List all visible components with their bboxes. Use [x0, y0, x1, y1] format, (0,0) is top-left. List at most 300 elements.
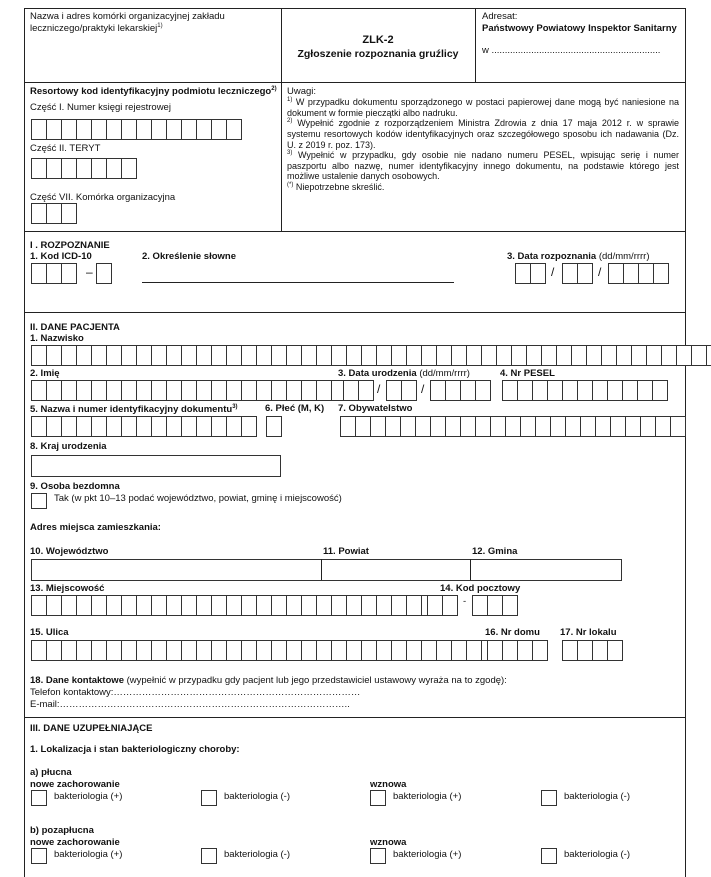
char-box[interactable]: [121, 119, 137, 140]
char-box[interactable]: [211, 640, 227, 661]
char-box[interactable]: [136, 345, 152, 366]
char-box[interactable]: [166, 595, 182, 616]
char-box[interactable]: [211, 416, 227, 437]
char-box[interactable]: [46, 416, 62, 437]
char-box[interactable]: [121, 380, 137, 401]
char-box[interactable]: [535, 416, 551, 437]
pulmonary-new-pos-checkbox[interactable]: [31, 790, 47, 806]
char-box[interactable]: [196, 640, 212, 661]
part2-label: Część II. TERYT: [30, 143, 101, 154]
char-box[interactable]: [91, 380, 107, 401]
extrapulmonary-new-pos-checkbox[interactable]: [31, 848, 47, 864]
char-box[interactable]: [96, 263, 112, 284]
char-box[interactable]: [61, 640, 77, 661]
char-box[interactable]: [511, 345, 527, 366]
char-box[interactable]: [691, 345, 707, 366]
char-box[interactable]: [31, 263, 47, 284]
char-box[interactable]: [91, 158, 107, 179]
city-boxes[interactable]: [31, 595, 436, 616]
char-box[interactable]: [571, 345, 587, 366]
char-box[interactable]: [61, 203, 77, 224]
divider-s1: [24, 231, 686, 232]
sex-box[interactable]: [266, 416, 281, 437]
pulmonary-relapse-neg-checkbox[interactable]: [541, 790, 557, 806]
char-box[interactable]: [592, 640, 608, 661]
char-box[interactable]: [46, 263, 62, 284]
char-box[interactable]: [76, 595, 92, 616]
divider-header-v2: [475, 8, 476, 83]
char-box[interactable]: [451, 345, 467, 366]
char-box[interactable]: [577, 380, 593, 401]
char-box[interactable]: [211, 595, 227, 616]
char-box[interactable]: [46, 640, 62, 661]
char-box[interactable]: [670, 416, 686, 437]
char-box[interactable]: [196, 119, 212, 140]
char-box[interactable]: [517, 380, 533, 401]
pulmonary-relapse-pos-label: bakteriologia (+): [393, 791, 462, 802]
char-box[interactable]: [61, 595, 77, 616]
char-box[interactable]: [607, 640, 623, 661]
char-box[interactable]: [106, 595, 122, 616]
char-box[interactable]: [490, 416, 506, 437]
char-box[interactable]: [487, 640, 503, 661]
char-box[interactable]: [625, 416, 641, 437]
part2-boxes[interactable]: [31, 158, 136, 179]
char-box[interactable]: [532, 380, 548, 401]
char-box[interactable]: [565, 416, 581, 437]
note-1: $^{1)}$ W przypadku dokumentu sporządzonego w postaci papierowej dane mogą być naniesione na dokument w formie pieczątki albo nadruku.: [287, 97, 679, 118]
char-box[interactable]: [136, 119, 152, 140]
char-box[interactable]: [286, 640, 302, 661]
addressee-name: Państwowy Powiatowy Inspektor Sanitarny: [482, 23, 677, 34]
extrapulmonary-relapse-pos-checkbox[interactable]: [370, 848, 386, 864]
char-box[interactable]: [136, 380, 152, 401]
char-box[interactable]: [106, 640, 122, 661]
char-box[interactable]: [46, 158, 62, 179]
char-box[interactable]: [430, 380, 446, 401]
char-box[interactable]: [271, 640, 287, 661]
part7-boxes[interactable]: [31, 203, 76, 224]
char-box[interactable]: [638, 263, 654, 284]
birth-month-boxes[interactable]: [386, 380, 416, 401]
char-box[interactable]: [181, 119, 197, 140]
diag-month-boxes[interactable]: [562, 263, 592, 284]
char-box[interactable]: [166, 345, 182, 366]
char-box[interactable]: [91, 119, 107, 140]
commune-label: 12. Gmina: [472, 546, 518, 557]
char-box[interactable]: [91, 345, 107, 366]
char-box[interactable]: [226, 345, 242, 366]
address-row-1[interactable]: [31, 559, 622, 581]
char-box[interactable]: [631, 345, 647, 366]
char-box[interactable]: [361, 345, 377, 366]
char-box[interactable]: [136, 416, 152, 437]
char-box[interactable]: [661, 345, 677, 366]
char-box[interactable]: [46, 345, 62, 366]
char-box[interactable]: [31, 640, 47, 661]
char-box[interactable]: [271, 595, 287, 616]
char-box[interactable]: [76, 640, 92, 661]
char-box[interactable]: [211, 119, 227, 140]
char-box[interactable]: [652, 380, 668, 401]
char-box[interactable]: [286, 595, 302, 616]
char-box[interactable]: [196, 416, 212, 437]
citizen-boxes[interactable]: [340, 416, 685, 437]
char-box[interactable]: [562, 380, 578, 401]
char-box[interactable]: [286, 345, 302, 366]
char-box[interactable]: [676, 345, 692, 366]
char-box[interactable]: [91, 595, 107, 616]
char-box[interactable]: [472, 595, 488, 616]
char-box[interactable]: [610, 416, 626, 437]
char-box[interactable]: [196, 380, 212, 401]
char-box[interactable]: [608, 263, 624, 284]
pulmonary-new-neg-checkbox[interactable]: [201, 790, 217, 806]
char-box[interactable]: [226, 640, 242, 661]
char-box[interactable]: [580, 416, 596, 437]
extrapulmonary-new-neg-label: bakteriologia (-): [224, 849, 290, 860]
postal-boxes-1[interactable]: [427, 595, 457, 616]
char-box[interactable]: [76, 416, 92, 437]
char-box[interactable]: [301, 640, 317, 661]
char-box[interactable]: [106, 119, 122, 140]
char-box[interactable]: [430, 416, 446, 437]
char-box[interactable]: [91, 640, 107, 661]
char-box[interactable]: [91, 416, 107, 437]
pulmonary-new-neg-label: bakteriologia (-): [224, 791, 290, 802]
char-box[interactable]: [655, 416, 671, 437]
char-box[interactable]: [607, 380, 623, 401]
part7-label: Część VII. Komórka organizacyjna: [30, 192, 176, 203]
char-box[interactable]: [166, 416, 182, 437]
char-box[interactable]: [340, 416, 356, 437]
char-box[interactable]: [46, 595, 62, 616]
house-boxes[interactable]: [487, 640, 547, 661]
char-box[interactable]: [376, 345, 392, 366]
char-box[interactable]: [475, 416, 491, 437]
char-box[interactable]: [226, 416, 242, 437]
char-box[interactable]: [61, 263, 77, 284]
addressee-w[interactable]: w ................................................................: [482, 45, 661, 56]
char-box[interactable]: [391, 345, 407, 366]
extrapulmonary-relapse-label: wznowa: [370, 837, 407, 848]
extrapulmonary-new-label: nowe zachorowanie: [30, 837, 120, 848]
char-box[interactable]: [421, 640, 437, 661]
char-box[interactable]: [61, 416, 77, 437]
doc-boxes[interactable]: [31, 416, 256, 437]
char-box[interactable]: [622, 380, 638, 401]
char-box[interactable]: [475, 380, 491, 401]
surname-boxes[interactable]: [31, 345, 711, 366]
char-box[interactable]: [271, 380, 287, 401]
char-box[interactable]: [181, 640, 197, 661]
char-box[interactable]: [517, 640, 533, 661]
email-line[interactable]: E-mail:………………………………………………………………………………..: [30, 699, 350, 710]
char-box[interactable]: [121, 345, 137, 366]
pulmonary-relapse-pos-checkbox[interactable]: [370, 790, 386, 806]
char-box[interactable]: [386, 380, 402, 401]
char-box[interactable]: [502, 640, 518, 661]
char-box[interactable]: [460, 380, 476, 401]
char-box[interactable]: [301, 595, 317, 616]
char-box[interactable]: [301, 380, 317, 401]
char-box[interactable]: [31, 595, 47, 616]
char-box[interactable]: [181, 345, 197, 366]
form-code: ZLK-2: [362, 34, 394, 46]
char-box[interactable]: [526, 345, 542, 366]
char-box[interactable]: [442, 595, 458, 616]
char-box[interactable]: [550, 416, 566, 437]
char-box[interactable]: [505, 416, 521, 437]
phone-line[interactable]: Telefon kontaktowy:……………………………………………………………………: [30, 687, 361, 698]
icd-dash: –: [86, 265, 93, 279]
part1-boxes[interactable]: [31, 119, 241, 140]
char-box[interactable]: [502, 595, 518, 616]
char-box[interactable]: [121, 640, 137, 661]
char-box[interactable]: [121, 158, 137, 179]
extrapulmonary-relapse-neg-checkbox[interactable]: [541, 848, 557, 864]
char-box[interactable]: [121, 595, 137, 616]
char-box[interactable]: [331, 595, 347, 616]
district-divider: [321, 559, 322, 580]
char-box[interactable]: [502, 380, 518, 401]
char-box[interactable]: [376, 595, 392, 616]
char-box[interactable]: [577, 263, 593, 284]
char-box[interactable]: [653, 263, 669, 284]
char-box[interactable]: [316, 640, 332, 661]
char-box[interactable]: [211, 345, 227, 366]
char-box[interactable]: [106, 380, 122, 401]
char-box[interactable]: [460, 416, 476, 437]
char-box[interactable]: [385, 416, 401, 437]
char-box[interactable]: [316, 380, 332, 401]
street-boxes[interactable]: [31, 640, 496, 661]
char-box[interactable]: [256, 345, 272, 366]
char-box[interactable]: [445, 416, 461, 437]
char-box[interactable]: [76, 119, 92, 140]
flat-label: 17. Nr lokalu: [560, 627, 617, 638]
char-box[interactable]: [358, 380, 374, 401]
char-box[interactable]: [76, 380, 92, 401]
addressee-label: Adresat:: [482, 11, 518, 22]
char-box[interactable]: [556, 345, 572, 366]
char-box[interactable]: [547, 380, 563, 401]
char-box[interactable]: [31, 380, 47, 401]
divider-s3: [24, 717, 686, 718]
name-boxes[interactable]: [31, 380, 361, 401]
char-box[interactable]: [595, 416, 611, 437]
char-box[interactable]: [241, 640, 257, 661]
char-box[interactable]: [106, 416, 122, 437]
char-box[interactable]: [331, 640, 347, 661]
char-box[interactable]: [31, 158, 47, 179]
birth-year-boxes[interactable]: [430, 380, 490, 401]
char-box[interactable]: [427, 595, 443, 616]
char-box[interactable]: [61, 158, 77, 179]
char-box[interactable]: [466, 345, 482, 366]
contact-label: 18. Dane kontaktowe (wypełnić w przypadku gdy pacjent lub jego przedstawiciel ustawowy wyraża na to zgodę):: [30, 675, 507, 686]
char-box[interactable]: [31, 416, 47, 437]
char-box[interactable]: [391, 595, 407, 616]
char-box[interactable]: [181, 595, 197, 616]
postal-boxes-2[interactable]: [472, 595, 517, 616]
char-box[interactable]: [355, 416, 371, 437]
char-box[interactable]: [646, 345, 662, 366]
char-box[interactable]: [415, 416, 431, 437]
char-box[interactable]: [256, 640, 272, 661]
char-box[interactable]: [181, 416, 197, 437]
char-box[interactable]: [406, 640, 422, 661]
char-box[interactable]: [481, 345, 497, 366]
flat-boxes[interactable]: [562, 640, 622, 661]
char-box[interactable]: [640, 416, 656, 437]
char-box[interactable]: [241, 345, 257, 366]
char-box[interactable]: [421, 345, 437, 366]
char-box[interactable]: [616, 345, 632, 366]
char-box[interactable]: [487, 595, 503, 616]
char-box[interactable]: [241, 380, 257, 401]
char-box[interactable]: [637, 380, 653, 401]
char-box[interactable]: [181, 380, 197, 401]
codes-title: Resortowy kod identyfikacyjny podmiotu leczniczego$^{2)}$: [30, 86, 277, 98]
char-box[interactable]: [226, 119, 242, 140]
diag-year-boxes[interactable]: [608, 263, 668, 284]
char-box[interactable]: [391, 640, 407, 661]
char-box[interactable]: [370, 416, 386, 437]
char-box[interactable]: [401, 380, 417, 401]
char-box[interactable]: [586, 345, 602, 366]
char-box[interactable]: [601, 345, 617, 366]
char-box[interactable]: [166, 380, 182, 401]
char-box[interactable]: [61, 345, 77, 366]
char-box[interactable]: [623, 263, 639, 284]
char-box[interactable]: [31, 119, 47, 140]
char-box[interactable]: [121, 416, 137, 437]
char-box[interactable]: [577, 640, 593, 661]
char-box[interactable]: [151, 380, 167, 401]
char-box[interactable]: [151, 595, 167, 616]
char-box[interactable]: [331, 345, 347, 366]
char-box[interactable]: [451, 640, 467, 661]
diag-slash-1: /: [551, 265, 555, 279]
char-box[interactable]: [151, 119, 167, 140]
char-box[interactable]: [226, 380, 242, 401]
char-box[interactable]: [466, 640, 482, 661]
homeless-checkbox[interactable]: [31, 493, 47, 509]
frame-left: [24, 8, 25, 877]
char-box[interactable]: [256, 595, 272, 616]
char-box[interactable]: [211, 380, 227, 401]
icd-boxes[interactable]: [31, 263, 76, 284]
surname-label: 1. Nazwisko: [30, 333, 84, 344]
char-box[interactable]: [406, 595, 422, 616]
birth-day-boxes[interactable]: [343, 380, 373, 401]
diag-day-boxes[interactable]: [515, 263, 545, 284]
char-box[interactable]: [31, 345, 47, 366]
char-box[interactable]: [31, 203, 47, 224]
char-box[interactable]: [361, 595, 377, 616]
char-box[interactable]: [436, 345, 452, 366]
char-box[interactable]: [400, 416, 416, 437]
pulmonary-new-label: nowe zachorowanie: [30, 779, 120, 790]
char-box[interactable]: [301, 345, 317, 366]
char-box[interactable]: [316, 595, 332, 616]
desc-label: 2. Określenie słowne: [142, 251, 236, 262]
char-box[interactable]: [406, 345, 422, 366]
char-box[interactable]: [343, 380, 359, 401]
char-box[interactable]: [706, 345, 711, 366]
char-box[interactable]: [136, 595, 152, 616]
char-box[interactable]: [530, 263, 546, 284]
s1-title: I . ROZPOZNANIE: [30, 240, 110, 251]
char-box[interactable]: [376, 640, 392, 661]
char-box[interactable]: [541, 345, 557, 366]
char-box[interactable]: [241, 416, 257, 437]
char-box[interactable]: [361, 640, 377, 661]
char-box[interactable]: [266, 416, 282, 437]
icd-extra-box[interactable]: [96, 263, 111, 284]
char-box[interactable]: [226, 595, 242, 616]
char-box[interactable]: [196, 595, 212, 616]
char-box[interactable]: [256, 380, 272, 401]
pesel-boxes[interactable]: [502, 380, 667, 401]
char-box[interactable]: [562, 640, 578, 661]
char-box[interactable]: [316, 345, 332, 366]
s2-title: II. DANE PACJENTA: [30, 322, 120, 333]
extrapulmonary-new-neg-checkbox[interactable]: [201, 848, 217, 864]
char-box[interactable]: [562, 263, 578, 284]
char-box[interactable]: [436, 640, 452, 661]
divider-s2: [24, 312, 686, 313]
char-box[interactable]: [346, 640, 362, 661]
char-box[interactable]: [61, 119, 77, 140]
char-box[interactable]: [46, 380, 62, 401]
char-box[interactable]: [151, 416, 167, 437]
char-box[interactable]: [76, 345, 92, 366]
divider-codes-v: [281, 82, 282, 232]
char-box[interactable]: [241, 595, 257, 616]
char-box[interactable]: [106, 158, 122, 179]
desc-line[interactable]: [142, 282, 454, 283]
char-box[interactable]: [76, 158, 92, 179]
pulmonary-label: a) płucna: [30, 767, 72, 778]
char-box[interactable]: [346, 345, 362, 366]
char-box[interactable]: [196, 345, 212, 366]
birth-slash-2: /: [421, 382, 425, 396]
char-box[interactable]: [151, 345, 167, 366]
char-box[interactable]: [46, 119, 62, 140]
char-box[interactable]: [445, 380, 461, 401]
char-box[interactable]: [515, 263, 531, 284]
char-box[interactable]: [592, 380, 608, 401]
char-box[interactable]: [61, 380, 77, 401]
char-box[interactable]: [286, 380, 302, 401]
extrapulmonary-label: b) pozapłucna: [30, 825, 94, 836]
char-box[interactable]: [136, 640, 152, 661]
char-box[interactable]: [166, 640, 182, 661]
divider-header: [24, 82, 686, 83]
char-box[interactable]: [496, 345, 512, 366]
char-box[interactable]: [346, 595, 362, 616]
char-box[interactable]: [532, 640, 548, 661]
char-box[interactable]: [151, 640, 167, 661]
char-box[interactable]: [271, 345, 287, 366]
country-field[interactable]: [31, 455, 281, 477]
char-box[interactable]: [46, 203, 62, 224]
char-box[interactable]: [106, 345, 122, 366]
char-box[interactable]: [166, 119, 182, 140]
char-box[interactable]: [520, 416, 536, 437]
